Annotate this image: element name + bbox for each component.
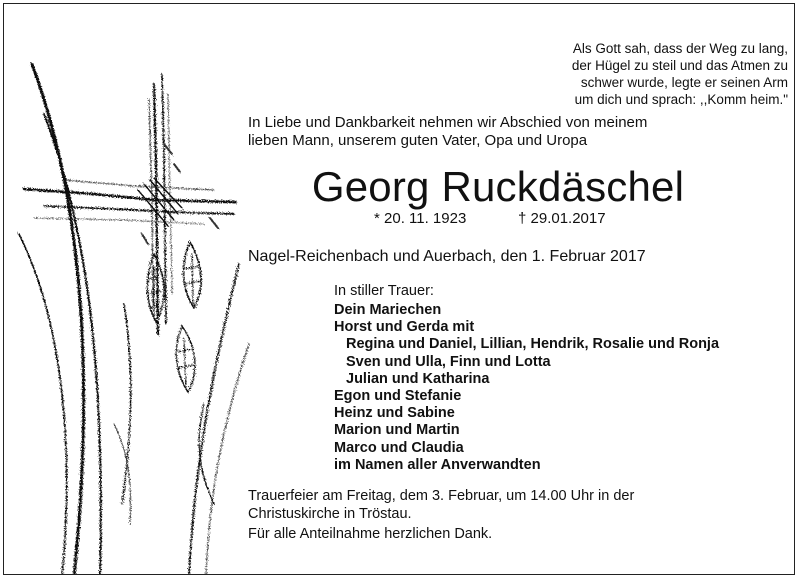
quote-verse xyxy=(526,40,788,108)
mourner-entry: im Namen aller Anverwandten xyxy=(334,456,541,473)
intro-line: In Liebe und Dankbarkeit nehmen wir Abschied von meinem xyxy=(248,114,648,131)
quote-line: schwer wurde, legte er seinen Arm xyxy=(580,75,788,90)
thanks-note: Für alle Anteilnahme herzlichen Dank. xyxy=(248,526,493,542)
mourner-entry: Horst und Gerda mit xyxy=(334,319,475,336)
cross-wheat-illustration xyxy=(4,4,254,575)
mourners-heading: In stiller Trauer: xyxy=(334,283,434,299)
quote-line: der Hügel zu steil und das Atmen zu xyxy=(571,58,788,73)
mourner-entry: Julian und Katharina xyxy=(346,370,490,387)
funeral-service-info xyxy=(248,487,634,523)
place-and-date: Nagel-Reichenbach und Auerbach, den 1. Februar 2017 xyxy=(248,248,646,265)
obituary-card xyxy=(3,3,795,575)
mourners-list xyxy=(334,302,719,474)
service-line: Trauerfeier am Freitag, dem 3. Februar, um 14.00 Uhr in der xyxy=(248,488,635,504)
mourner-entry: Sven und Ulla, Finn und Lotta xyxy=(346,353,551,370)
service-line: Christuskirche in Tröstau. xyxy=(248,506,412,522)
mourner-entry: Marion und Martin xyxy=(334,422,460,439)
deceased-name: Georg Ruckdäschel xyxy=(311,163,685,210)
mourner-entry: Heinz und Sabine xyxy=(334,405,455,422)
quote-line: Als Gott sah, dass der Weg zu lang, xyxy=(572,41,788,56)
mourner-entry: Marco und Claudia xyxy=(334,439,464,456)
mourner-entry: Egon und Stefanie xyxy=(334,388,462,405)
mourner-entry: Regina und Daniel, Lillian, Hendrik, Rosalie und Ronja xyxy=(346,336,720,353)
birth-date: * 20. 11. 1923 xyxy=(374,210,467,227)
intro-line: lieben Mann, unserem guten Vater, Opa und Uropa xyxy=(248,132,588,149)
quote-line: um dich und sprach: ,,Komm heim." xyxy=(574,92,788,107)
mourner-entry: Dein Mariechen xyxy=(334,302,442,318)
death-date: † 29.01.2017 xyxy=(518,210,606,227)
farewell-intro xyxy=(248,114,748,150)
life-dates xyxy=(374,210,606,228)
